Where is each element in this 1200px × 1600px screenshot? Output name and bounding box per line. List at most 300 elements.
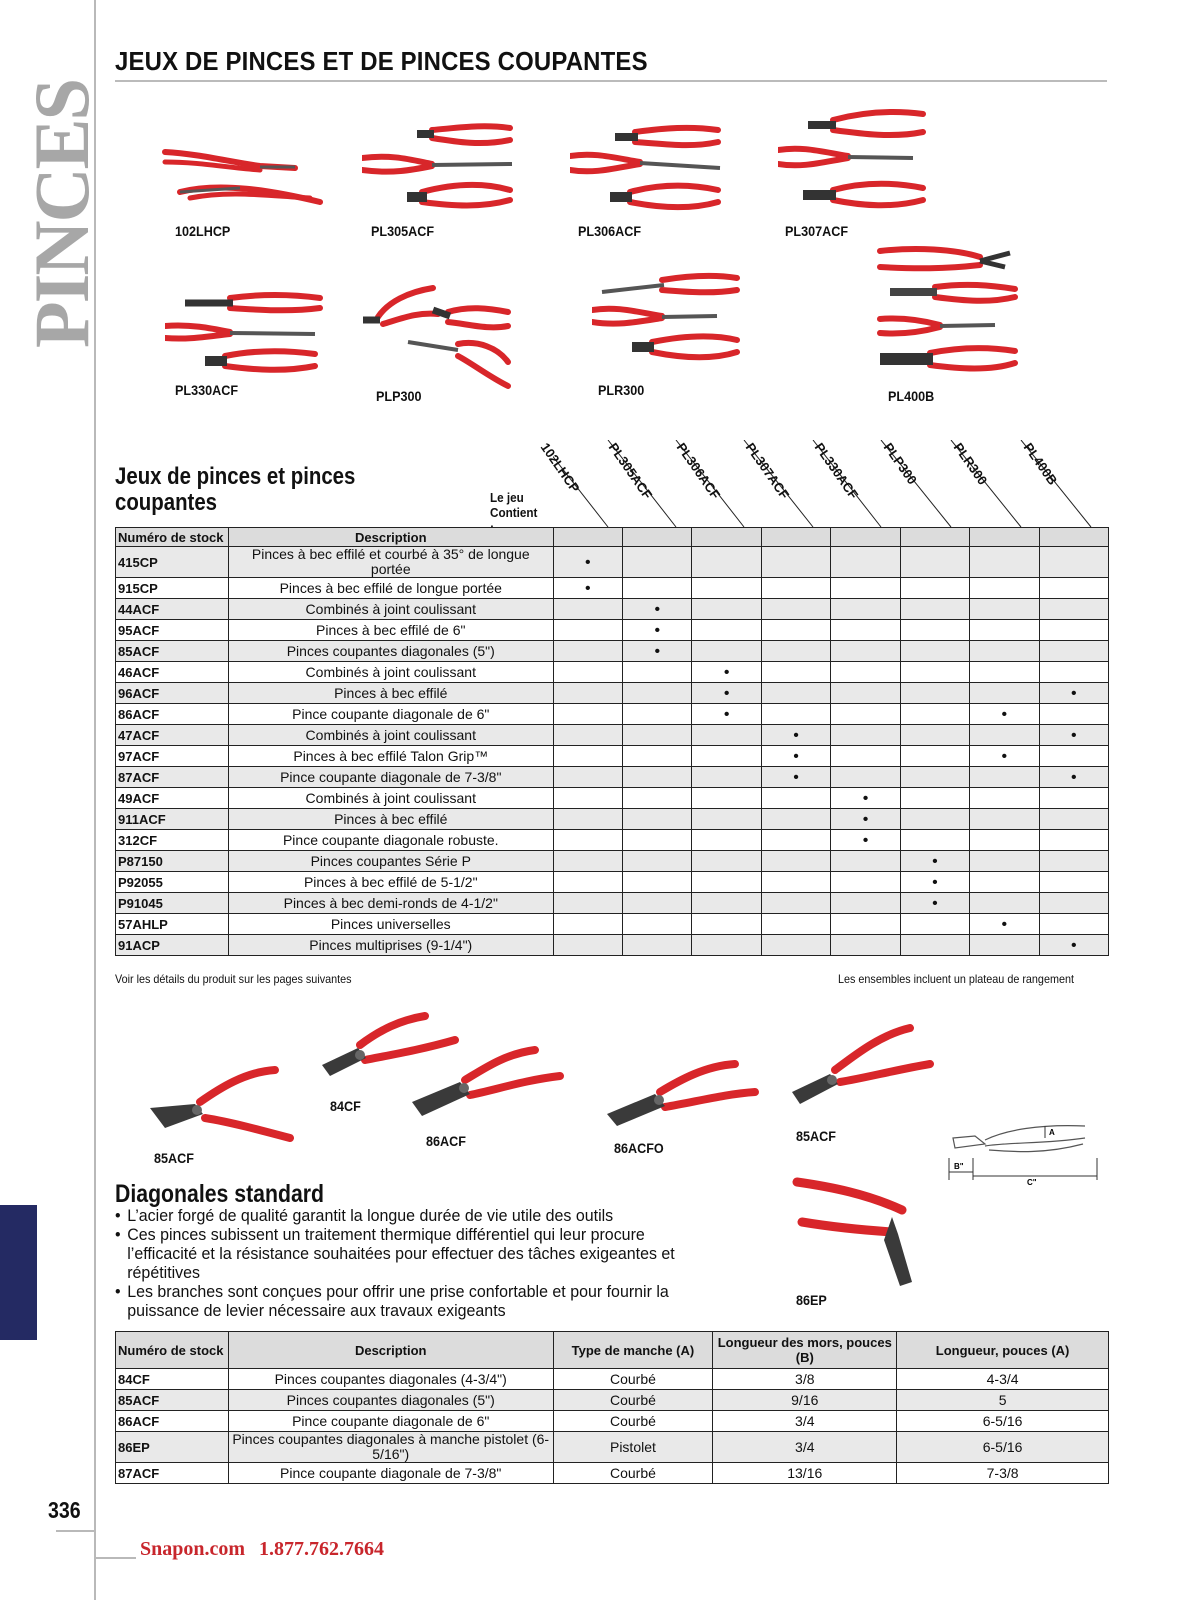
set-table-title: Jeux de pinces et pinces coupantes (115, 463, 356, 516)
included-mark (970, 809, 1039, 830)
included-mark (623, 662, 692, 683)
set-table-row (116, 851, 1109, 872)
included-mark (900, 746, 969, 767)
included-mark: • (761, 746, 830, 767)
included-mark (970, 788, 1039, 809)
included-mark (970, 893, 1039, 914)
page-number-rule (56, 1530, 96, 1532)
handle-type: Courbé (553, 1390, 713, 1411)
included-mark (970, 935, 1039, 956)
included-mark (623, 725, 692, 746)
included-mark (831, 767, 900, 788)
item-description: Pinces à bec effilé de 5-1/2" (228, 872, 553, 893)
product-image-86acf (410, 1040, 565, 1130)
set-table-row (116, 704, 1109, 725)
footer-phone: 1.877.762.7664 (259, 1538, 385, 1560)
included-mark (1039, 620, 1108, 641)
included-mark: • (900, 893, 969, 914)
footer (140, 1538, 398, 1561)
dimension-b: B" (954, 1162, 964, 1171)
included-mark (761, 914, 830, 935)
side-tab-text: PINCES (18, 80, 98, 348)
included-mark (1039, 788, 1108, 809)
product-image-plp300 (358, 282, 533, 397)
included-mark (623, 746, 692, 767)
set-label-pl400b: PL400B (888, 388, 935, 404)
item-description: Pinces à bec demi-ronds de 4-1/2" (228, 893, 553, 914)
included-mark (900, 704, 969, 725)
dimension-diagram (945, 1118, 1105, 1190)
product-image-86ep (792, 1172, 912, 1290)
included-mark (623, 935, 692, 956)
included-mark (692, 547, 761, 578)
section2-bullets (115, 1206, 755, 1320)
diagonals-row (116, 1463, 1109, 1484)
overall-length: 7-3/8 (897, 1463, 1109, 1484)
product-image-pl307acf (778, 108, 928, 218)
included-mark (623, 547, 692, 578)
bullet-item: • Ces pinces subissent un traitement thermique différentiel qui leur procure l’efficacité et la résistance souhaitées pour effectuer des tâches exigeantes et répétitives (115, 1225, 717, 1282)
cutter-label-85acf-right: 85ACF (796, 1128, 836, 1144)
stock-number: 84CF (116, 1369, 229, 1390)
included-mark (900, 788, 969, 809)
item-description: Combinés à joint coulissant (228, 788, 553, 809)
jaw-length: 13/16 (713, 1463, 897, 1484)
overall-length: 4-3/4 (897, 1369, 1109, 1390)
included-mark (970, 830, 1039, 851)
included-mark: • (831, 788, 900, 809)
stock-number: P91045 (116, 893, 229, 914)
included-mark (761, 662, 830, 683)
included-mark (970, 547, 1039, 578)
set-label-pl330acf: PL330ACF (175, 382, 239, 398)
stock-number: P92055 (116, 872, 229, 893)
included-mark (623, 914, 692, 935)
set-table-row (116, 547, 1109, 578)
col-header-description: Description (228, 528, 553, 547)
stock-number: 46ACF (116, 662, 229, 683)
item-description: Pince coupante diagonale de 6" (228, 1411, 553, 1432)
set-table-row (116, 746, 1109, 767)
handle-type: Pistolet (553, 1432, 713, 1463)
included-mark (761, 547, 830, 578)
item-description: Combinés à joint coulissant (228, 599, 553, 620)
included-mark (831, 725, 900, 746)
included-mark (692, 830, 761, 851)
included-mark (831, 578, 900, 599)
included-mark (553, 830, 622, 851)
diagonals-row (116, 1411, 1109, 1432)
included-mark (900, 683, 969, 704)
cutter-label-86acfo: 86ACFO (614, 1140, 664, 1156)
included-mark: • (970, 746, 1039, 767)
included-mark: • (692, 704, 761, 725)
bullet-item: • Les branches sont conçues pour offrir une prise confortable et pour fournir la puissance de levier nécessaire aux travaux exigeants (115, 1282, 717, 1320)
item-description: Pinces à bec effilé Talon Grip™ (228, 746, 553, 767)
included-mark (900, 578, 969, 599)
item-description: Combinés à joint coulissant (228, 662, 553, 683)
included-mark (692, 872, 761, 893)
overall-length: 6-5/16 (897, 1411, 1109, 1432)
included-mark (831, 704, 900, 725)
stock-number: 86EP (116, 1432, 229, 1463)
included-mark (831, 893, 900, 914)
set-col-pl400b: PL400B (1020, 440, 1061, 488)
included-mark (970, 683, 1039, 704)
set-table-row (116, 788, 1109, 809)
set-table-row (116, 620, 1109, 641)
title-rule (115, 80, 1107, 82)
included-mark (553, 935, 622, 956)
product-image-pl330acf (165, 290, 325, 380)
stock-number: 87ACF (116, 767, 229, 788)
product-image-86acfo (605, 1052, 760, 1137)
set-table-row (116, 893, 1109, 914)
included-mark (831, 620, 900, 641)
product-image-pl305acf (362, 120, 517, 220)
product-image-plr300 (592, 272, 742, 372)
stock-number: 96ACF (116, 683, 229, 704)
included-mark (970, 662, 1039, 683)
set-table-row (116, 683, 1109, 704)
included-mark (761, 872, 830, 893)
stock-number: P87150 (116, 851, 229, 872)
included-mark (970, 767, 1039, 788)
included-mark (761, 893, 830, 914)
included-mark (761, 599, 830, 620)
included-mark (831, 872, 900, 893)
included-mark (553, 725, 622, 746)
set-col-102lhcp: 102LHCP (537, 440, 583, 496)
included-mark (761, 578, 830, 599)
included-mark (970, 578, 1039, 599)
col-header-description: Description (228, 1332, 553, 1369)
stock-number: 95ACF (116, 620, 229, 641)
side-tab-word (8, 80, 98, 355)
included-mark (1039, 893, 1108, 914)
included-mark (900, 725, 969, 746)
included-mark (970, 725, 1039, 746)
product-image-85acf-left (145, 1060, 300, 1145)
item-description: Pince coupante diagonale de 7-3/8" (228, 767, 553, 788)
bullet-item: • L’acier forgé de qualité garantit la longue durée de vie utile des outils (115, 1206, 717, 1225)
footer-rule (96, 1557, 136, 1559)
item-description: Pinces à bec effilé de longue portée (228, 578, 553, 599)
included-mark (692, 893, 761, 914)
set-table-row (116, 725, 1109, 746)
included-mark: • (900, 872, 969, 893)
included-mark (1039, 704, 1108, 725)
set-table-row (116, 641, 1109, 662)
stock-number: 911ACF (116, 809, 229, 830)
item-description: Pince coupante diagonale de 7-3/8" (228, 1463, 553, 1484)
included-mark (900, 830, 969, 851)
item-description: Pince coupante diagonale robuste. (228, 830, 553, 851)
included-mark: • (623, 641, 692, 662)
product-image-pl306acf (570, 122, 725, 222)
included-mark: • (900, 851, 969, 872)
included-mark (761, 620, 830, 641)
included-mark (1039, 599, 1108, 620)
included-mark: • (761, 725, 830, 746)
included-mark (831, 935, 900, 956)
included-mark: • (761, 767, 830, 788)
included-mark (970, 599, 1039, 620)
included-mark (553, 599, 622, 620)
stock-number: 91ACP (116, 935, 229, 956)
included-mark: • (1039, 725, 1108, 746)
included-mark (761, 641, 830, 662)
set-contents-table (115, 527, 1109, 956)
included-mark: • (553, 547, 622, 578)
included-mark (831, 746, 900, 767)
overall-length: 5 (897, 1390, 1109, 1411)
overall-length: 6-5/16 (897, 1432, 1109, 1463)
included-mark: • (970, 704, 1039, 725)
item-description: Pinces à bec effilé et courbé à 35° de longue portée (228, 547, 553, 578)
set-table-row (116, 809, 1109, 830)
included-mark (900, 767, 969, 788)
included-mark (831, 547, 900, 578)
included-mark (900, 809, 969, 830)
included-mark (970, 872, 1039, 893)
included-mark (553, 641, 622, 662)
set-label-102lhcp: 102LHCP (175, 223, 231, 239)
stock-number: 57AHLP (116, 914, 229, 935)
set-col-pl330acf: PL330ACF (811, 440, 862, 502)
handle-type: Courbé (553, 1411, 713, 1432)
included-mark (623, 893, 692, 914)
included-mark (1039, 662, 1108, 683)
included-mark: • (692, 662, 761, 683)
stock-number: 915CP (116, 578, 229, 599)
included-mark (1039, 809, 1108, 830)
product-image-pl400b (875, 245, 1025, 380)
cutter-label-84cf: 84CF (330, 1098, 361, 1114)
jaw-length: 3/8 (713, 1369, 897, 1390)
included-mark (761, 935, 830, 956)
set-label-pl306acf: PL306ACF (578, 223, 642, 239)
included-mark (970, 851, 1039, 872)
included-mark (900, 599, 969, 620)
item-description: Pinces à bec effilé (228, 809, 553, 830)
included-mark (761, 683, 830, 704)
included-mark (553, 662, 622, 683)
col-header-length: Longueur, pouces (A) (897, 1332, 1109, 1369)
item-description: Pinces coupantes diagonales (5") (228, 1390, 553, 1411)
product-image-85acf-right (790, 1020, 940, 1115)
included-mark: • (553, 578, 622, 599)
set-column-headers (537, 440, 1109, 530)
diagonals-row (116, 1390, 1109, 1411)
set-table-row (116, 767, 1109, 788)
included-mark (553, 767, 622, 788)
set-label-pl307acf: PL307ACF (785, 223, 849, 239)
included-mark (1039, 578, 1108, 599)
included-mark (761, 830, 830, 851)
included-mark (1039, 641, 1108, 662)
footer-website[interactable]: Snapon.com (140, 1538, 246, 1560)
product-image-102lhcp (160, 140, 325, 215)
included-mark (831, 914, 900, 935)
included-mark (553, 851, 622, 872)
col-header-stock: Numéro de stock (116, 1332, 229, 1369)
page-number: 336 (48, 1497, 81, 1523)
included-mark: • (692, 683, 761, 704)
included-mark (692, 599, 761, 620)
included-mark (692, 935, 761, 956)
item-description: Pinces à bec effilé de 6" (228, 620, 553, 641)
included-mark (553, 914, 622, 935)
included-mark (553, 893, 622, 914)
included-mark (831, 641, 900, 662)
stock-number: 85ACF (116, 1390, 229, 1411)
set-table-row (116, 935, 1109, 956)
stock-number: 415CP (116, 547, 229, 578)
set-col-plr300: PLR300 (950, 440, 991, 488)
set-table-row (116, 662, 1109, 683)
col-header-handle: Type de manche (A) (553, 1332, 713, 1369)
included-mark (831, 683, 900, 704)
dimension-c: C" (1027, 1178, 1037, 1187)
col-header-stock: Numéro de stock (116, 528, 229, 547)
stock-number: 87ACF (116, 1463, 229, 1484)
included-mark (692, 725, 761, 746)
stock-number: 44ACF (116, 599, 229, 620)
jaw-length: 3/4 (713, 1411, 897, 1432)
handle-type: Courbé (553, 1463, 713, 1484)
included-mark (1039, 547, 1108, 578)
set-label-pl305acf: PL305ACF (371, 223, 435, 239)
item-description: Pinces coupantes diagonales (5") (228, 641, 553, 662)
included-mark (1039, 914, 1108, 935)
included-mark (831, 851, 900, 872)
standard-diagonals-table (115, 1331, 1109, 1484)
diagonals-header-row (116, 1332, 1109, 1369)
included-mark (692, 641, 761, 662)
included-mark (900, 547, 969, 578)
included-mark: • (831, 830, 900, 851)
set-table-row (116, 578, 1109, 599)
note-storage-tray: Les ensembles incluent un plateau de rangement (838, 972, 1074, 986)
included-mark (623, 704, 692, 725)
item-description: Pinces coupantes diagonales (4-3/4") (228, 1369, 553, 1390)
included-mark (761, 851, 830, 872)
set-table-header-row (116, 528, 1109, 547)
included-mark: • (831, 809, 900, 830)
set-col-pl305acf: PL305ACF (605, 440, 656, 502)
included-mark (900, 620, 969, 641)
item-description: Pinces universelles (228, 914, 553, 935)
set-table-row (116, 599, 1109, 620)
included-mark: • (1039, 767, 1108, 788)
included-mark (900, 641, 969, 662)
stock-number: 49ACF (116, 788, 229, 809)
included-mark (623, 683, 692, 704)
item-description: Pinces à bec effilé (228, 683, 553, 704)
included-mark (692, 809, 761, 830)
set-table-row (116, 830, 1109, 851)
item-description: Pinces multiprises (9-1/4") (228, 935, 553, 956)
set-label-plp300: PLP300 (376, 388, 422, 404)
included-mark (1039, 872, 1108, 893)
included-mark (900, 662, 969, 683)
handle-type: Courbé (553, 1369, 713, 1390)
item-description: Pinces coupantes diagonales à manche pistolet (6-5/16") (228, 1432, 553, 1463)
included-mark (970, 641, 1039, 662)
diagonals-row (116, 1369, 1109, 1390)
included-mark (1039, 851, 1108, 872)
included-mark (900, 935, 969, 956)
included-mark (553, 872, 622, 893)
set-col-pl306acf: PL306ACF (673, 440, 724, 502)
section2-title: Diagonales standard (115, 1180, 325, 1208)
col-header-jaw-length: Longueur des mors, pouces (B) (713, 1332, 897, 1369)
included-mark: • (623, 599, 692, 620)
page-title: JEUX DE PINCES ET DE PINCES COUPANTES (115, 46, 648, 76)
included-mark (692, 914, 761, 935)
jaw-length: 3/4 (713, 1432, 897, 1463)
stock-number: 85ACF (116, 641, 229, 662)
item-description: Pince coupante diagonale de 6" (228, 704, 553, 725)
diagonals-row (116, 1432, 1109, 1463)
stock-number: 86ACF (116, 1411, 229, 1432)
included-mark (900, 914, 969, 935)
included-mark: • (1039, 683, 1108, 704)
stock-number: 86ACF (116, 704, 229, 725)
included-mark (831, 662, 900, 683)
included-mark (553, 704, 622, 725)
included-mark (553, 683, 622, 704)
included-mark (831, 599, 900, 620)
set-col-pl307acf: PL307ACF (742, 440, 793, 502)
included-mark (623, 788, 692, 809)
jaw-length: 9/16 (713, 1390, 897, 1411)
cutter-label-86ep: 86EP (796, 1292, 827, 1308)
included-mark (553, 746, 622, 767)
included-mark (1039, 746, 1108, 767)
included-mark (553, 809, 622, 830)
included-mark (623, 830, 692, 851)
included-mark (553, 620, 622, 641)
included-mark (761, 809, 830, 830)
set-col-plp300: PLP300 (880, 440, 920, 488)
included-mark (692, 746, 761, 767)
set-label-plr300: PLR300 (598, 382, 645, 398)
cutter-label-85acf-left: 85ACF (154, 1150, 194, 1166)
stock-number: 47ACF (116, 725, 229, 746)
included-mark (623, 851, 692, 872)
included-mark (692, 767, 761, 788)
included-mark (623, 578, 692, 599)
included-mark (553, 788, 622, 809)
item-description: Combinés à joint coulissant (228, 725, 553, 746)
set-contains-label: Le jeu Contient (490, 490, 538, 520)
included-mark (692, 788, 761, 809)
stock-number: 312CF (116, 830, 229, 851)
set-table-row (116, 914, 1109, 935)
included-mark (623, 872, 692, 893)
included-mark (692, 578, 761, 599)
included-mark (692, 620, 761, 641)
included-mark: • (970, 914, 1039, 935)
included-mark: • (623, 620, 692, 641)
dimension-a: A (1049, 1128, 1055, 1137)
included-mark (623, 809, 692, 830)
included-mark (623, 767, 692, 788)
cutter-label-86acf: 86ACF (426, 1133, 466, 1149)
included-mark (761, 704, 830, 725)
